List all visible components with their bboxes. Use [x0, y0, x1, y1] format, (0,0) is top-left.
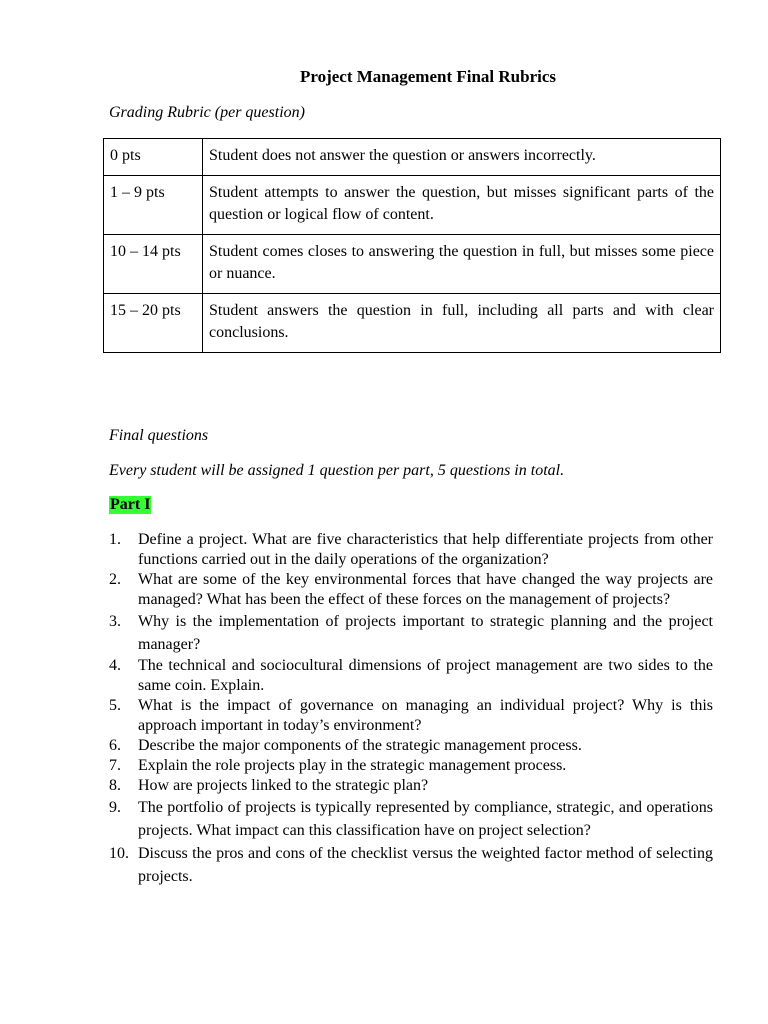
question-number: 9. [109, 799, 121, 816]
question-text: Define a project. What are five characteristics that help differentiate projects from other functions carried out in the daily operations of the organization? [138, 531, 713, 568]
list-item [109, 842, 713, 888]
question-number: 5. [109, 697, 121, 714]
question-text: What is the impact of governance on managing an individual project? Why is this approach important in today’s environment? [138, 697, 713, 734]
list-item [109, 530, 713, 570]
question-text: Describe the major components of the strategic management process. [138, 737, 582, 754]
list-item [109, 756, 713, 776]
question-number: 8. [109, 777, 121, 794]
rubric-description: Student answers the question in full, including all parts and with clear conclusions. [203, 294, 721, 353]
question-number: 10. [109, 845, 129, 862]
list-item [109, 696, 713, 736]
list-item [109, 610, 713, 656]
question-number: 4. [109, 657, 121, 674]
question-text: The technical and sociocultural dimensions of project management are two sides to the same coin. Explain. [138, 657, 713, 694]
list-item [109, 736, 713, 756]
rubric-points: 15 – 20 pts [104, 294, 203, 353]
question-text: What are some of the key environmental forces that have changed the way projects are managed? What has been the effect of these forces on the management of projects? [138, 571, 713, 608]
question-text: The portfolio of projects is typically represented by compliance, strategic, and operations projects. What impact can this classification have on project selection? [138, 799, 713, 839]
list-item [109, 570, 713, 610]
question-text: Discuss the pros and cons of the checklist versus the weighted factor method of selecting projects. [138, 845, 713, 885]
list-item [109, 776, 713, 796]
question-number: 7. [109, 757, 121, 774]
table-row [104, 294, 721, 353]
document-title: Project Management Final Rubrics [299, 67, 557, 86]
list-item [109, 656, 713, 696]
rubric-subtitle: Grading Rubric (per question) [109, 104, 305, 121]
rubric-description: Student does not answer the question or answers incorrectly. [203, 139, 721, 176]
question-list [109, 530, 713, 888]
rubric-description: Student attempts to answer the question, but misses significant parts of the question or logical flow of content. [203, 176, 721, 235]
question-number: 1. [109, 531, 121, 548]
question-number: 3. [109, 613, 121, 630]
rubric-points: 1 – 9 pts [104, 176, 203, 235]
question-number: 6. [109, 737, 121, 754]
part-label: Part I [110, 496, 151, 513]
final-questions-heading: Final questions [109, 427, 209, 444]
rubric-points: 10 – 14 pts [104, 235, 203, 294]
table-row [104, 176, 721, 235]
assignment-note: Every student will be assigned 1 question per part, 5 questions in total. [109, 462, 565, 479]
table-row [104, 235, 721, 294]
question-text: Explain the role projects play in the strategic management process. [138, 757, 567, 774]
table-row [104, 139, 721, 176]
question-text: How are projects linked to the strategic plan? [138, 777, 429, 794]
list-item [109, 796, 713, 842]
question-text: Why is the implementation of projects important to strategic planning and the project manager? [138, 613, 713, 653]
question-number: 2. [109, 571, 121, 588]
rubric-points: 0 pts [104, 139, 203, 176]
grading-rubric-table [103, 138, 721, 353]
rubric-description: Student comes closes to answering the question in full, but misses some piece or nuance. [203, 235, 721, 294]
